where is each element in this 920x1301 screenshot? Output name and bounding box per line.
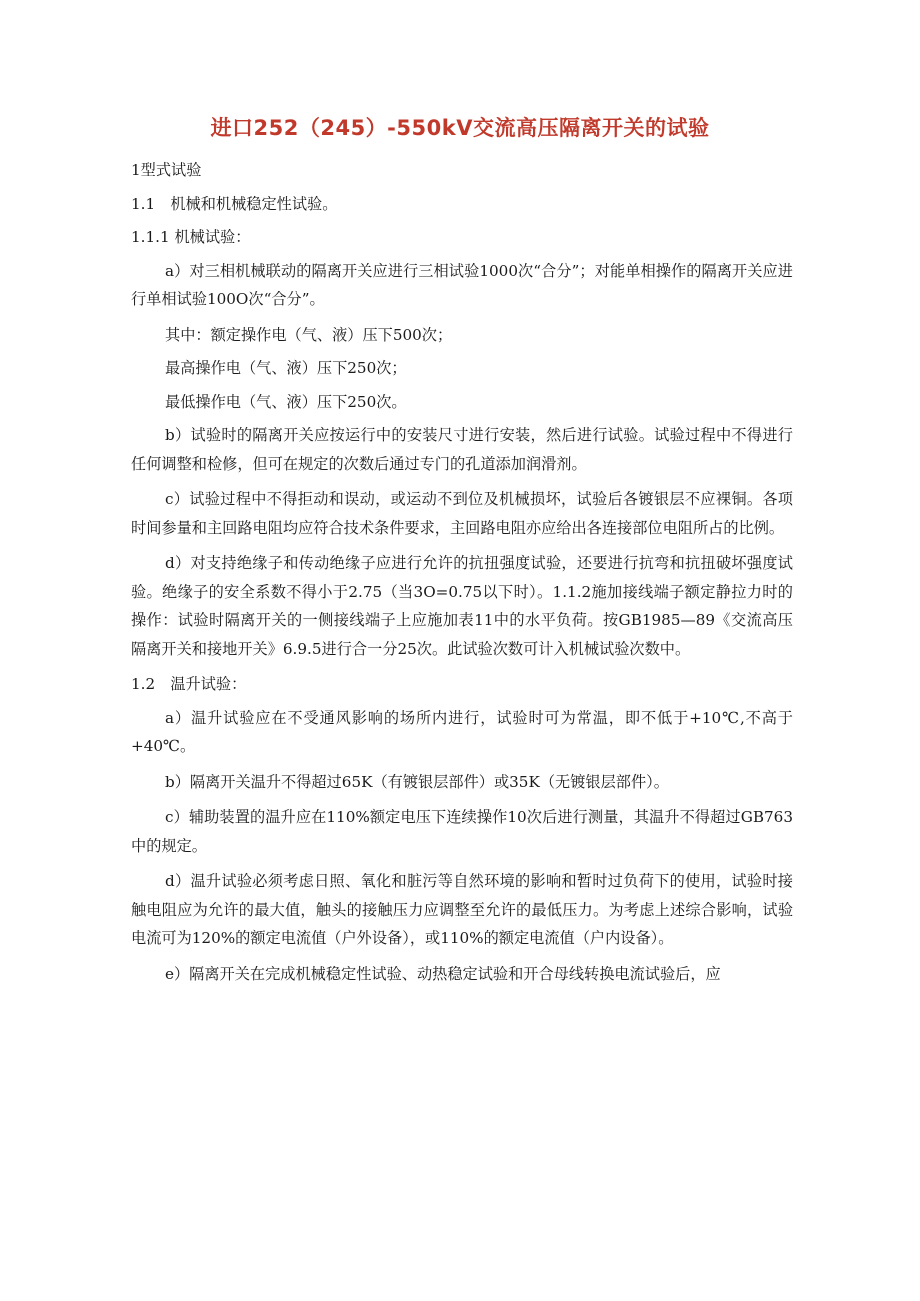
section-heading-1-1-1: 1.1.1 机械试验： (131, 228, 251, 246)
paragraph-e-stability: e）隔离开关在完成机械稳定性试验、动热稳定试验和开合母线转换电流试验后，应 (165, 964, 721, 983)
paragraph-a-mechanical: a）对三相机械联动的隔离开关应进行三相试验1000次“合分”；对能单相操作的隔离开关应进行单相试验100O次“合分”。 (131, 261, 793, 308)
paragraph-max-voltage: 最高操作电（气、液）压下250次； (165, 359, 407, 377)
section-heading-1-1: 1.1 机械和机械稳定性试验。 (131, 194, 338, 213)
section-heading-1: 1型式试验 (131, 161, 202, 179)
paragraph-b-installation: b）试验时的隔离开关应按运行中的安装尺寸进行安装，然后进行试验。试验过程中不得进行任何调整和检修，但可在规定的次数后通过专门的孔道添加润滑剂。 (131, 426, 793, 473)
document-body (131, 156, 793, 995)
paragraph-c-malfunction: c）试验过程中不得拒动和误动，或运动不到位及机械损坏，试验后各镀银层不应裸铜。各项时间参量和主回路电阻均应符合技术条件要求，主回路电阻亦应给出各连接部位电阻所占的比例。 (131, 490, 793, 537)
section-heading-1-2: 1.2 温升试验： (131, 675, 247, 693)
paragraph-min-voltage: 最低操作电（气、液）压下250次。 (165, 392, 407, 411)
paragraph-c-auxiliary: c）辅助装置的温升应在110%额定电压下连续操作10次后进行测量，其温升不得超过GB763中的规定。 (131, 808, 793, 855)
paragraph-rated-voltage: 其中：额定操作电（气、液）压下500次； (165, 325, 453, 344)
document-title: 进口252（245）-550kV交流高压隔离开关的试验 (210, 116, 710, 140)
paragraph-d-insulator: d）对支持绝缘子和传动绝缘子应进行允许的抗扭强度试验，还要进行抗弯和抗扭破坏强度试验。绝缘子的安全系数不得小于2.75（当3O=0.75以下时）。1.1.2施加接线端子额定静拉力时的操作：试验时隔离开关的一侧接线端子上应施加表11中的水平负荷。按GB1985—89《交流高压隔离开关和接地开关》6.9.5进行合一分25次。此试验次数可计入机械试验次数中。 (131, 554, 793, 658)
paragraph-b-temperature-rise: b）隔离开关温升不得超过65K（有镀银层部件）或35K（无镀银层部件）。 (165, 772, 669, 791)
paragraph-a-temperature: a）温升试验应在不受通风影响的场所内进行，试验时可为常温，即不低于+10℃,不高于+40℃。 (131, 708, 793, 755)
paragraph-d-environment: d）温升试验必须考虑日照、氧化和脏污等自然环境的影响和暂时过负荷下的使用，试验时接触电阻应为允许的最大值，触头的接触压力应调整至允许的最低压力。为考虑上述综合影响，试验电流可为120%的额定电流值（户外设备），或110%的额定电流值（户内设备）。 (131, 872, 793, 947)
